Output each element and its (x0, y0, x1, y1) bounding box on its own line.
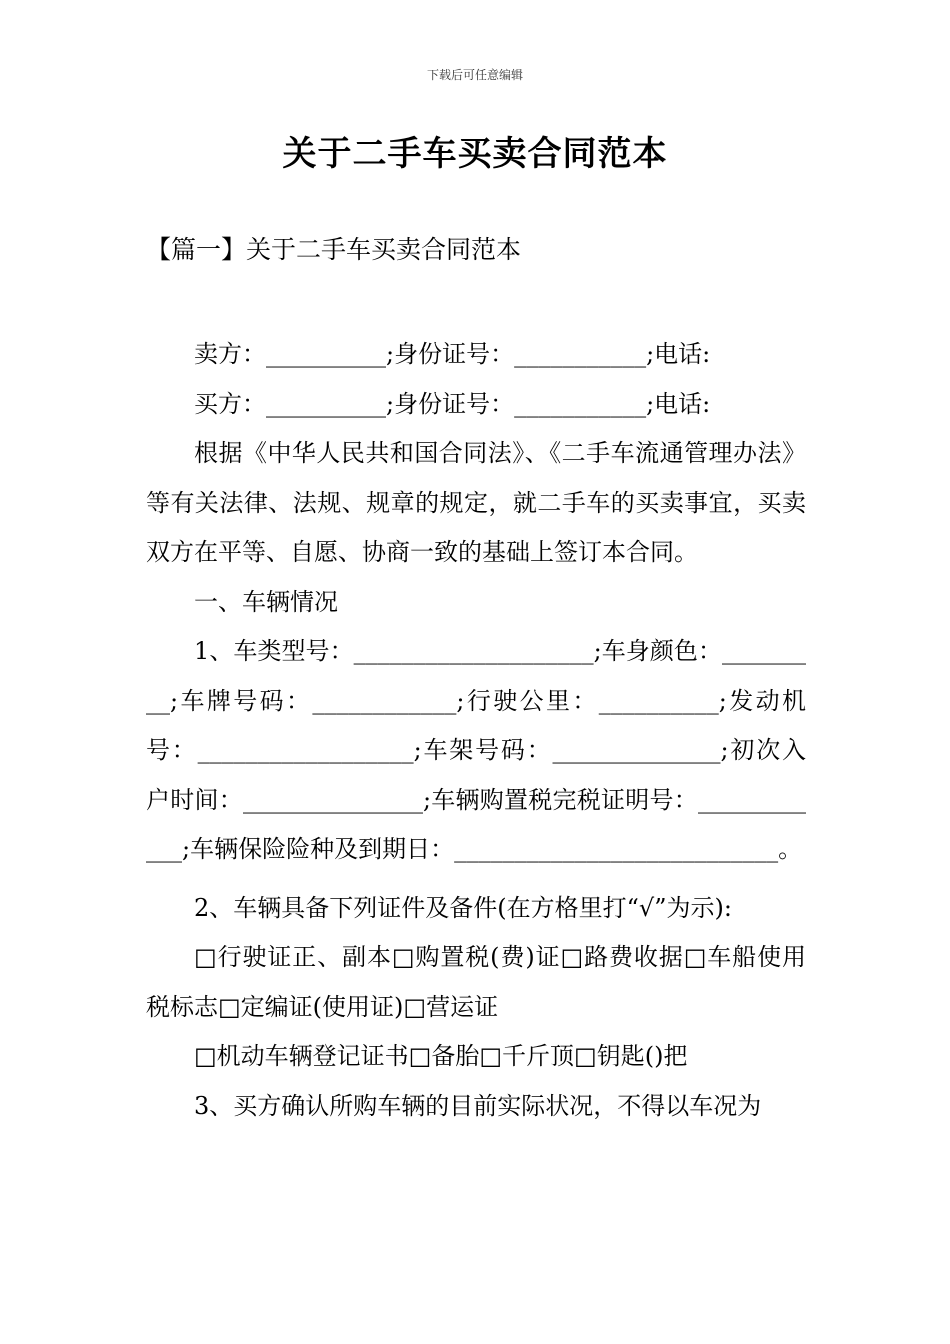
section-heading: 【篇一】关于二手车买卖合同范本 (146, 235, 522, 264)
documents-item-heading: 2、车辆具备下列证件及备件(在方格里打“√”为示): (194, 893, 732, 922)
buyer-confirmation-paragraph: 3、买方确认所购车辆的目前实际状况，不得以车况为 (194, 1091, 762, 1120)
preamble-paragraph: 根据《中华人民共和国合同法》、《二手车流通管理办法》等有关法律、法规、规章的规定，就二手车的买卖事宜，买卖双方在平等、自愿、协商一致的基础上签订本合同。 (146, 439, 806, 566)
header-note: 下载后可任意编辑 (426, 68, 523, 82)
documents-checklist-1: □行驶证正、副本□购置税(费)证□路费收据□车船使用税标志□定编证(使用证)□营运证 (146, 943, 806, 1021)
documents-checklist-2: □机动车辆登记证书□备胎□千斤顶□钥匙()把 (194, 1042, 688, 1070)
document-title: 关于二手车买卖合同范本 (282, 134, 668, 174)
document-body (146, 330, 806, 1131)
vehicle-section-heading: 一、车辆情况 (194, 587, 338, 616)
seller-line: 卖方：__________;身份证号：___________;电话: (194, 340, 711, 368)
buyer-line: 买方：__________;身份证号：___________;电话: (194, 389, 711, 418)
vehicle-info-paragraph: 1、车类型号：____________________;车身颜色：_________;车牌号码：____________;行驶公里：__________;发动机号：__________________;车架号码：______________;初次入户时间：_______________;车辆购置税完税证明号：____________;车辆保险险种及到期日：___________________________。 (146, 637, 806, 863)
